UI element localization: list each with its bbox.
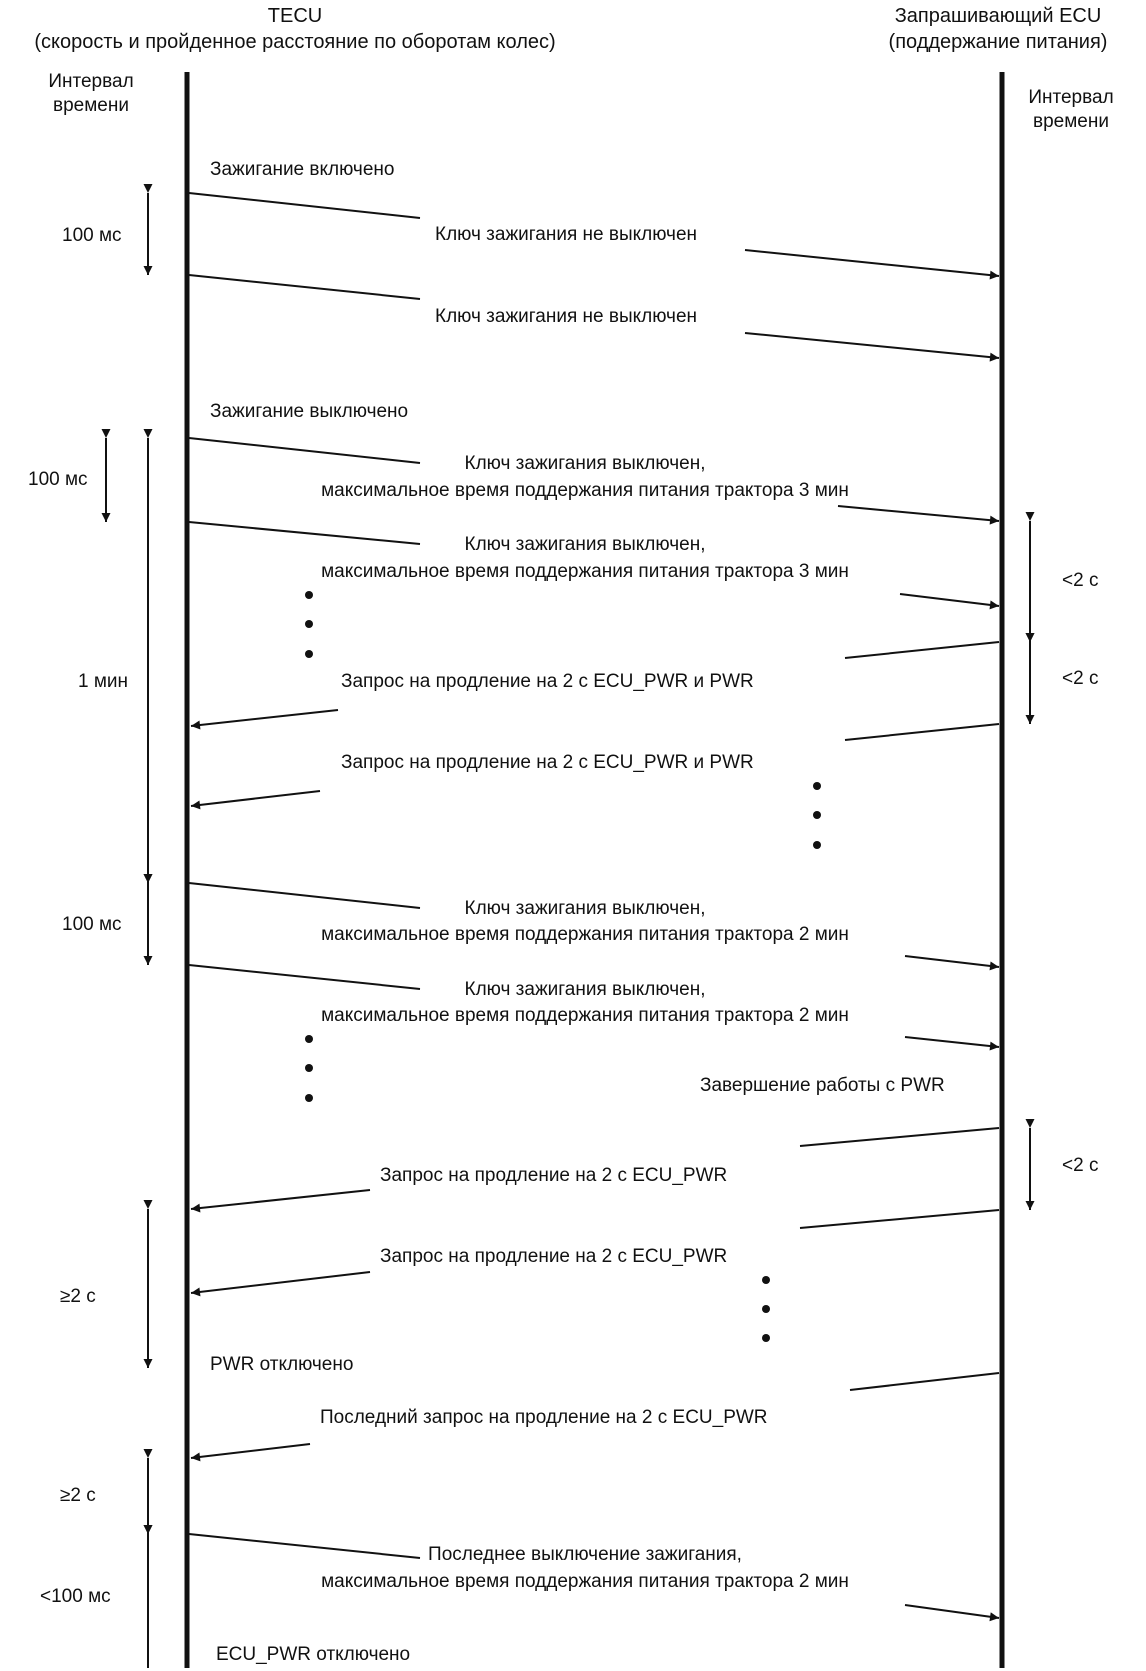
interval-label-100ms-2: 100 мс bbox=[28, 469, 88, 490]
msg-label-last-req: Последний запрос на продление на 2 с ECU_PWR bbox=[320, 1407, 768, 1428]
interval-label-100ms-1: 100 мс bbox=[62, 225, 122, 246]
event-shutdown-pwr: Завершение работы с PWR bbox=[700, 1075, 945, 1096]
msg-label-key-not-off-2: Ключ зажигания не выключен bbox=[435, 306, 698, 327]
right-interval-header: Интервал времени bbox=[1028, 87, 1114, 132]
interval-label-ge2s-2: ≥2 с bbox=[60, 1485, 96, 1506]
event-ecu-pwr-off: ECU_PWR отключено bbox=[216, 1644, 411, 1665]
msg-label-key-off-3min-1a: Ключ зажигания выключен, bbox=[464, 453, 706, 474]
ecu-subtitle: (поддержание питания) bbox=[888, 31, 1108, 53]
interval-label-100ms-3: 100 мс bbox=[62, 914, 122, 935]
ellipsis-dots-3 bbox=[305, 1035, 313, 1102]
event-pwr-off: PWR отключено bbox=[210, 1354, 354, 1375]
event-ignition-off: Зажигание выключено bbox=[210, 401, 409, 422]
ellipsis-dots-1 bbox=[305, 591, 313, 658]
msg-label-key-off-3min-2b: максимальное время поддержания питания трактора 3 мин bbox=[321, 561, 849, 582]
msg-label-key-off-2min-1b: максимальное время поддержания питания трактора 2 мин bbox=[321, 924, 849, 945]
msg-label-req-ecu-pwr-2: Запрос на продление на 2 с ECU_PWR bbox=[380, 1246, 728, 1267]
ellipsis-dots-2 bbox=[813, 782, 821, 849]
interval-label-lt2s-3: <2 с bbox=[1062, 1155, 1099, 1176]
interval-label-lt100ms: <100 мс bbox=[40, 1586, 111, 1607]
ellipsis-dots-4 bbox=[762, 1276, 770, 1342]
left-interval-header: Интервал времени bbox=[48, 71, 134, 116]
tecu-title: TECU bbox=[267, 5, 323, 27]
msg-label-req-ecu-pwr-1: Запрос на продление на 2 с ECU_PWR bbox=[380, 1165, 728, 1186]
msg-label-key-off-3min-1b: максимальное время поддержания питания трактора 3 мин bbox=[321, 480, 849, 501]
msg-label-key-off-2min-1a: Ключ зажигания выключен, bbox=[464, 898, 706, 919]
interval-label-ge2s-1: ≥2 с bbox=[60, 1286, 96, 1307]
msg-label-key-not-off-1: Ключ зажигания не выключен bbox=[435, 224, 698, 245]
msg-label-key-off-2min-2b: максимальное время поддержания питания трактора 2 мин bbox=[321, 1005, 849, 1026]
msg-label-last-off-b: максимальное время поддержания питания трактора 2 мин bbox=[321, 1571, 849, 1592]
msg-label-key-off-2min-2a: Ключ зажигания выключен, bbox=[464, 979, 706, 1000]
interval-label-lt2s-1: <2 с bbox=[1062, 570, 1099, 591]
tecu-subtitle: (скорость и пройденное расстояние по оборотам колес) bbox=[34, 31, 556, 53]
msg-label-last-off-a: Последнее выключение зажигания, bbox=[428, 1544, 742, 1565]
ecu-title: Запрашивающий ECU bbox=[894, 5, 1102, 27]
msg-label-req-ecu-pwr-and-pwr-1: Запрос на продление на 2 с ECU_PWR и PWR bbox=[341, 671, 754, 692]
event-ignition-on: Зажигание включено bbox=[210, 159, 395, 180]
interval-label-lt2s-2: <2 с bbox=[1062, 668, 1099, 689]
msg-label-key-off-3min-2a: Ключ зажигания выключен, bbox=[464, 534, 706, 555]
msg-label-req-ecu-pwr-and-pwr-2: Запрос на продление на 2 с ECU_PWR и PWR bbox=[341, 752, 754, 773]
interval-label-1min: 1 мин bbox=[78, 671, 129, 692]
